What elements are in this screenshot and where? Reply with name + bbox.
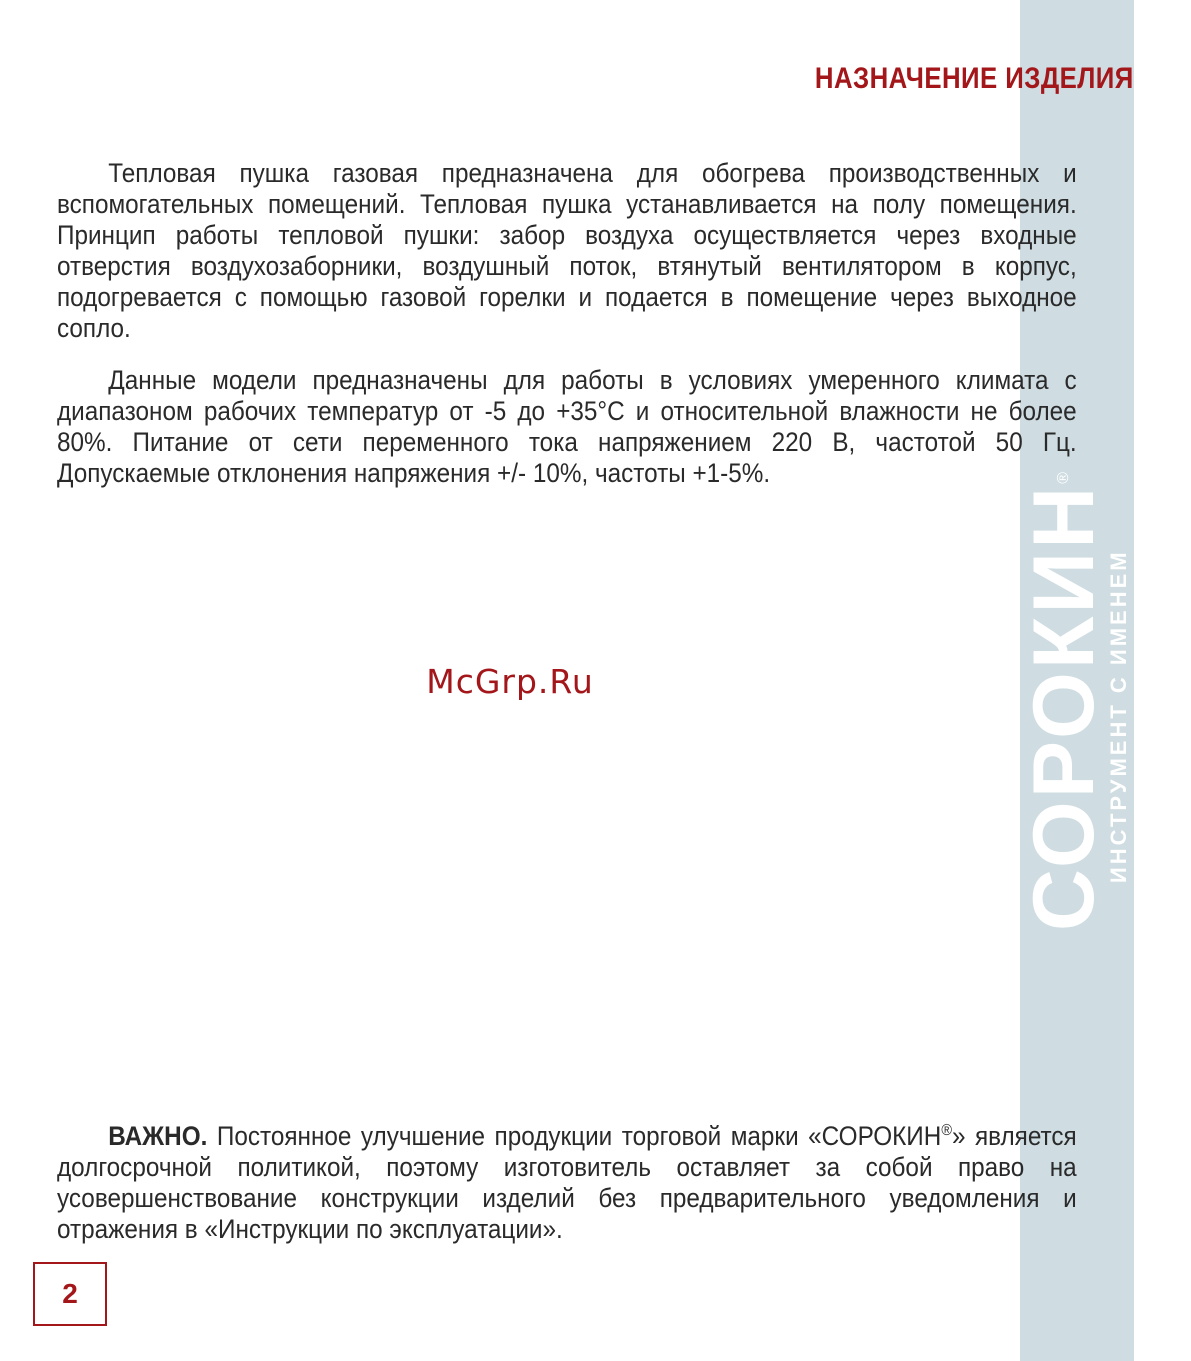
brand-logo-rotated (1016, 468, 1132, 932)
registered-mark: ® (941, 1122, 952, 1139)
important-notice-container (57, 1115, 1077, 1245)
brand-tagline: ИНСТРУМЕНТ С ИМЕНЕМ (1106, 549, 1131, 884)
brand-name-row (1016, 468, 1112, 932)
important-text-part-2: » является долгосрочной политикой, поэтому изготовитель оставляет за собой право на усовершенствование конструкции изделий без предварительного уведомления и отражения в «Инструкции по эксплуатации». (57, 1121, 1077, 1244)
important-label: ВАЖНО. (108, 1121, 208, 1151)
watermark-text: McGrp.Ru (426, 662, 594, 701)
conditions-paragraph-container (57, 365, 1077, 489)
page-number: 2 (62, 1278, 78, 1309)
section-title: НАЗНАЧЕНИЕ ИЗДЕЛИЯ (815, 62, 1134, 95)
purpose-paragraph: Тепловая пушка газовая предназначена для обогрева производственных и вспомогательных помещений. Тепловая пушка устанавливается на полу помещения. Принцип работы тепловой пушки: забор воздуха осуществляется через входные отверстия воздухозаборники, воздушный поток, втянутый вентилятором в корпус, подогревается с помощью газовой горелки и подается в помещение через выходное сопло. (57, 158, 1077, 343)
purpose-paragraph-container (57, 158, 1077, 344)
important-text-part-1: Постоянное улучшение продукции торговой марки «СОРОКИН (207, 1121, 942, 1151)
brand-registered-mark: ® (1055, 468, 1072, 484)
operating-conditions-paragraph: Данные модели предназначены для работы в условиях умеренного климата с диапазоном рабочих температур от -5 до +35°С и относительной влажности не более 80%. Питание от сети переменного тока напряжением 220 В, частотой 50 Гц. Допускаемые отклонения напряжения +/- 10%, частоты +1-5%. (57, 365, 1077, 488)
page-number-box (33, 1262, 107, 1326)
brand-name: СОРОКИН (1016, 483, 1112, 932)
important-notice (57, 1115, 1077, 1245)
